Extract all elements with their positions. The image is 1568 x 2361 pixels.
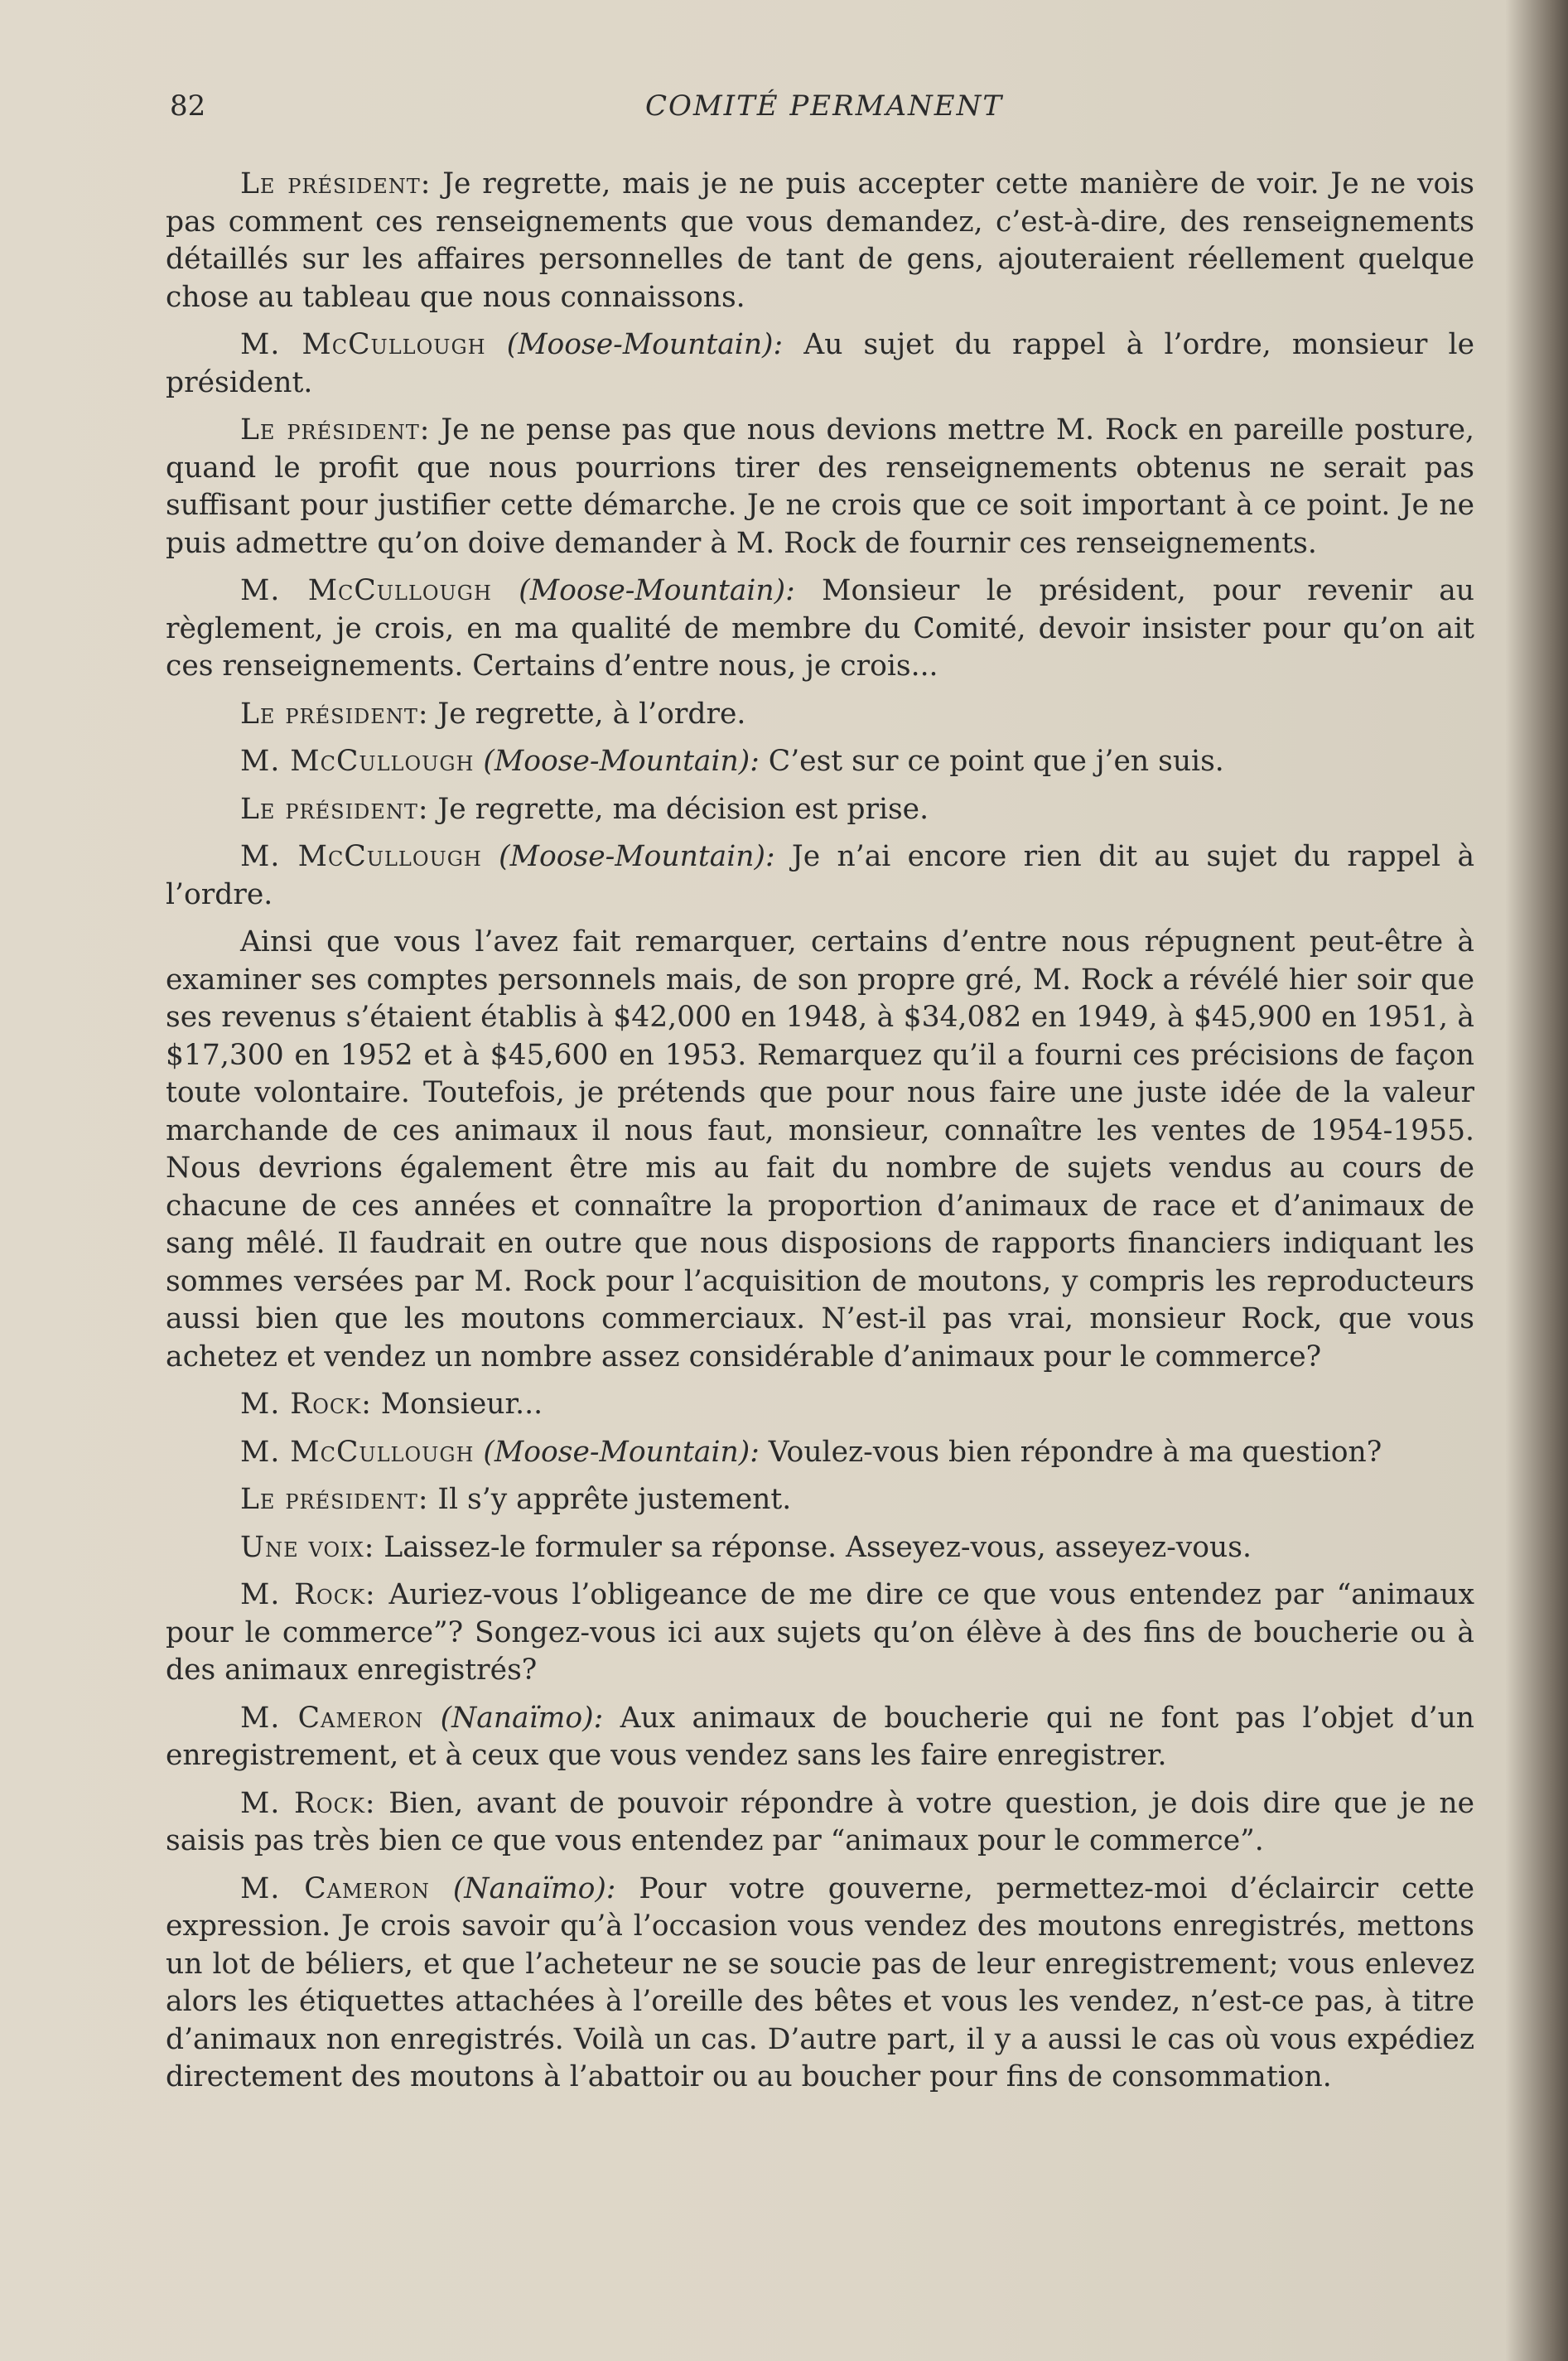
riding-name: (Moose-Mountain): — [483, 1435, 760, 1469]
speaker-name: Le président: — [240, 413, 431, 447]
paragraph — [166, 696, 1474, 734]
paragraph — [166, 1700, 1474, 1775]
speaker-name: Une voix: — [240, 1530, 375, 1564]
paragraph-text: Il s’y apprête justement. — [428, 1483, 792, 1516]
paragraph — [166, 838, 1474, 914]
paragraph-text: Monsieur le président, pour revenir au règlement, je crois, en ma qualité de membre du Comité, devoir insister pour qu’on ait ces renseignements. Certains d’entre nous, je crois... — [166, 574, 1474, 683]
paragraph-text: Monsieur... — [371, 1388, 543, 1421]
paragraph-text: Voulez-vous bien répondre à ma question? — [759, 1435, 1382, 1469]
paragraph — [166, 1576, 1474, 1690]
paragraph — [166, 412, 1474, 562]
paragraph-text: Je ne pense pas que nous devions mettre M. Rock en pareille posture, quand le profit que nous pourrions tirer des renseignements obtenus ne serait pas suffisant pour justifier cette démarche. Je ne crois que ce soit important à ce point. Je ne puis admettre qu’on doive demander à M. Rock de fournir ces renseignements. — [166, 413, 1475, 560]
riding-name: (Moose-Mountain): — [506, 328, 784, 361]
speaker-name: M. McCullough — [240, 574, 492, 607]
riding-name: (Nanaïmo): — [452, 1871, 616, 1905]
paragraph-text: Je n’ai encore rien dit au sujet du rappel à l’ordre. — [166, 840, 1475, 911]
paragraph — [166, 1434, 1474, 1472]
paragraph-text: Aux animaux de boucherie qui ne font pas l’objet d’un enregistrement, et à ceux que vous vendez sans les faire enregistrer. — [166, 1701, 1475, 1772]
paragraph — [166, 1386, 1474, 1424]
paragraph-text: Bien, avant de pouvoir répondre à votre question, je dois dire que je ne saisis pas très bien ce que vous entendez par “animaux pour le commerce”. — [166, 1786, 1474, 1857]
paragraph — [166, 924, 1474, 1376]
speaker-name: M. Rock: — [240, 1786, 376, 1820]
speaker-name: M. McCullough — [240, 745, 475, 778]
paragraph-text: Je regrette, ma décision est prise. — [428, 792, 929, 826]
paragraph — [166, 791, 1474, 829]
paragraph-text: C’est sur ce point que j’en suis. — [759, 745, 1224, 778]
speaker-name: M. Cameron — [240, 1871, 430, 1905]
speaker-name: M. McCullough — [240, 840, 482, 873]
paragraph — [166, 326, 1474, 402]
speaker-name: M. McCullough — [240, 1435, 475, 1469]
paragraph-text: Ainsi que vous l’avez fait remarquer, certains d’entre nous répugnent peut-être à examiner ses comptes personnels mais, de son propre gré, M. Rock a révélé hier soir que ses revenus s’étaient établis à $42,000 en 1948, à $34,082 en 1949, à $45,900 en 1951, à $17,300 en 1952 et à $45,600 en 1953. Remarquez qu’il a fourni ces précisions de façon toute volontaire. Toutefois, je prétends que pour nous faire une juste idée de la valeur marchande de ces animaux il nous faut, monsieur, connaître les ventes de 1954-1955. Nous devrions également être mis au fait du nombre de sujets vendus au cours de chacune de ces années et connaître la proportion d’animaux de race et d’animaux de sang mêlé. Il faudrait en outre que nous disposions de rapports financiers indiquant les sommes versées par M. Rock pour l’acquisition de moutons, y compris les reproducteurs aussi bien que les moutons commerciaux. N’est-il pas vrai, monsieur Rock, que vous achetez et vendez un nombre assez considérable d’animaux pour le commerce? — [166, 925, 1474, 1374]
speaker-name: Le président: — [240, 1483, 429, 1516]
speaker-name: Le président: — [240, 167, 432, 200]
paragraph — [166, 1785, 1474, 1861]
paragraph — [166, 572, 1474, 686]
paragraph-text: Je regrette, mais je ne puis accepter cette manière de voir. Je ne vois pas comment ces renseignements que vous demandez, c’est-à-dire, des renseignements détaillés sur les affaires personnelles de tant de gens, ajouteraient réellement quelque chose au tableau que nous connaissons. — [166, 167, 1474, 314]
paragraph — [166, 1871, 1474, 2097]
speaker-name: Le président: — [240, 792, 429, 826]
page-header — [170, 89, 1479, 136]
speaker-name: Le président: — [240, 697, 429, 731]
riding-name: (Moose-Mountain): — [519, 574, 795, 607]
body-text — [166, 166, 1474, 2107]
paragraph — [166, 1529, 1474, 1567]
speaker-name: M. McCullough — [240, 328, 486, 361]
paragraph — [166, 1481, 1474, 1519]
paragraph-text: Au sujet du rappel à l’ordre, monsieur le président. — [166, 328, 1474, 399]
speaker-name: M. Rock: — [240, 1388, 372, 1421]
speaker-name: M. Rock: — [240, 1578, 376, 1611]
paragraph-text: Auriez-vous l’obligeance de me dire ce que vous entendez par “animaux pour le commerce”? Songez-vous ici aux sujets qu’on élève à des fins de boucherie ou à des animaux enregistrés? — [166, 1578, 1475, 1687]
paragraph-text: Pour votre gouverne, permettez-moi d’éclaircir cette expression. Je crois savoir qu’à l’occasion vous vendez des moutons enregistrés, mettons un lot de béliers, et que l’acheteur ne se soucie pas de leur enregistrement; vous enlevez alors les étiquettes attachées à l’oreille des bêtes et vous les vendez, n’est-ce pas, à titre d’animaux non enregistrés. Voilà un cas. D’autre part, il y a aussi le cas où vous expédiez directement des moutons à l’abattoir ou au boucher pour fins de consommation. — [166, 1871, 1475, 2093]
paragraph-text: Je regrette, à l’ordre. — [428, 697, 746, 731]
paragraph — [166, 166, 1474, 316]
running-title: COMITÉ PERMANENT — [644, 89, 1004, 123]
paragraph-text: Laissez-le formuler sa réponse. Asseyez-vous, asseyez-vous. — [374, 1530, 1252, 1564]
page-number: 82 — [170, 89, 206, 123]
riding-name: (Moose-Mountain): — [483, 745, 760, 778]
riding-name: (Moose-Mountain): — [499, 840, 775, 873]
riding-name: (Nanaïmo): — [440, 1701, 604, 1735]
paragraph — [166, 743, 1474, 781]
speaker-name: M. Cameron — [240, 1701, 424, 1735]
